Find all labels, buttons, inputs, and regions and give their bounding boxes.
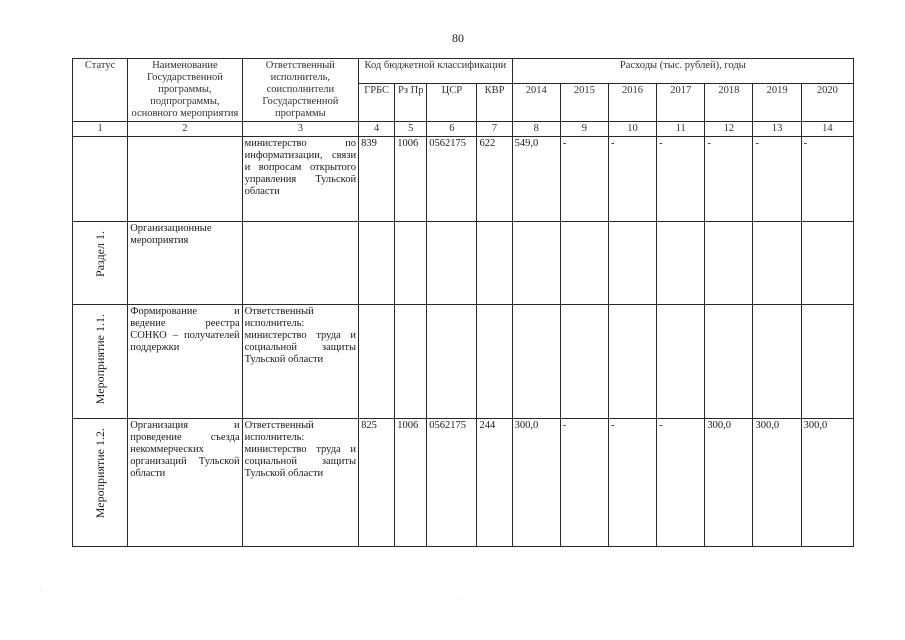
code-header: Рз Пр (395, 84, 427, 122)
scan-dot: · (460, 596, 462, 602)
row-value: - (657, 137, 705, 222)
table-row (73, 419, 854, 547)
table-row (73, 137, 854, 222)
row-code-grbs (359, 305, 395, 419)
row-status (73, 137, 128, 222)
row-responsible: Ответственный исполнитель: министерство труда и социальной защиты Тульской области (242, 305, 358, 419)
row-value: 300,0 (801, 419, 853, 547)
row-responsible: Ответственный исполнитель: министерство труда и социальной защиты Тульской области (242, 419, 358, 547)
row-code-kvr (477, 222, 512, 305)
column-number: 7 (477, 122, 512, 137)
row-value (801, 222, 853, 305)
row-code-rzpr (395, 222, 427, 305)
row-code-csr: 0562175 (427, 419, 477, 547)
row-value: - (608, 137, 656, 222)
expenses-header: Расходы (тыс. рублей), годы (512, 59, 853, 84)
row-code-rzpr: 1006 (395, 419, 427, 547)
code-header: ЦСР (427, 84, 477, 122)
responsible-header: Ответственный исполнитель, соисполнители Государственной программы (242, 59, 358, 122)
row-value (657, 222, 705, 305)
row-value (753, 222, 801, 305)
name-header: Наименование Государственной программы, подпрограммы, основного мероприятия (128, 59, 242, 122)
row-value: - (657, 419, 705, 547)
row-value: - (608, 419, 656, 547)
table-row (73, 222, 854, 305)
row-name: Организация и проведение съезда некоммерческих организаций Тульской области (128, 419, 242, 547)
year-header: 2014 (512, 84, 560, 122)
row-name: Формирование и ведение реестра СОНКО – получателей поддержки (128, 305, 242, 419)
row-code-csr: 0562175 (427, 137, 477, 222)
row-value (608, 305, 656, 419)
column-number-row (73, 122, 854, 137)
column-number: 10 (608, 122, 656, 137)
row-value: 300,0 (753, 419, 801, 547)
year-header: 2016 (608, 84, 656, 122)
year-header: 2019 (753, 84, 801, 122)
page-number: 80 (452, 31, 464, 45)
row-value (560, 305, 608, 419)
row-code-rzpr (395, 305, 427, 419)
row-value (705, 222, 753, 305)
scan-dot: · (40, 588, 42, 594)
row-value (753, 305, 801, 419)
table-row (73, 305, 854, 419)
column-number: 9 (560, 122, 608, 137)
scan-dot: · (752, 548, 754, 554)
row-code-kvr (477, 305, 512, 419)
budget-table (72, 58, 854, 547)
column-number: 12 (705, 122, 753, 137)
row-responsible (242, 222, 358, 305)
row-code-rzpr: 1006 (395, 137, 427, 222)
column-number: 13 (753, 122, 801, 137)
code-header: ГРБС (359, 84, 395, 122)
column-number: 5 (395, 122, 427, 137)
row-value (560, 222, 608, 305)
row-status: Мероприятие 1.1. (73, 305, 128, 419)
column-number: 14 (801, 122, 853, 137)
row-value: 300,0 (512, 419, 560, 547)
year-header: 2015 (560, 84, 608, 122)
column-number: 4 (359, 122, 395, 137)
row-value: - (753, 137, 801, 222)
row-name: Организационные мероприятия (128, 222, 242, 305)
row-value: 300,0 (705, 419, 753, 547)
header-row-1 (73, 59, 854, 84)
column-number: 6 (427, 122, 477, 137)
row-value (512, 222, 560, 305)
column-number: 11 (657, 122, 705, 137)
row-code-grbs (359, 222, 395, 305)
row-status: Мероприятие 1.2. (73, 419, 128, 547)
row-code-kvr: 244 (477, 419, 512, 547)
code-header: КВР (477, 84, 512, 122)
row-value: - (705, 137, 753, 222)
row-code-grbs: 839 (359, 137, 395, 222)
column-number: 1 (73, 122, 128, 137)
row-value: - (560, 137, 608, 222)
row-value (705, 305, 753, 419)
row-status: Раздел 1. (73, 222, 128, 305)
row-value (608, 222, 656, 305)
row-code-csr (427, 222, 477, 305)
row-value: 549,0 (512, 137, 560, 222)
row-code-grbs: 825 (359, 419, 395, 547)
row-value (512, 305, 560, 419)
row-responsible: министерство по информатизации, связи и вопросам открытого управления Тульской области (242, 137, 358, 222)
row-value (657, 305, 705, 419)
column-number: 8 (512, 122, 560, 137)
row-name (128, 137, 242, 222)
budget-code-header: Код бюджетной классификации (359, 59, 513, 84)
row-value: - (801, 137, 853, 222)
row-code-kvr: 622 (477, 137, 512, 222)
year-header: 2017 (657, 84, 705, 122)
row-value: - (560, 419, 608, 547)
status-header: Статус (73, 59, 128, 122)
year-header: 2018 (705, 84, 753, 122)
column-number: 2 (128, 122, 242, 137)
row-code-csr (427, 305, 477, 419)
column-number: 3 (242, 122, 358, 137)
row-value (801, 305, 853, 419)
year-header: 2020 (801, 84, 853, 122)
